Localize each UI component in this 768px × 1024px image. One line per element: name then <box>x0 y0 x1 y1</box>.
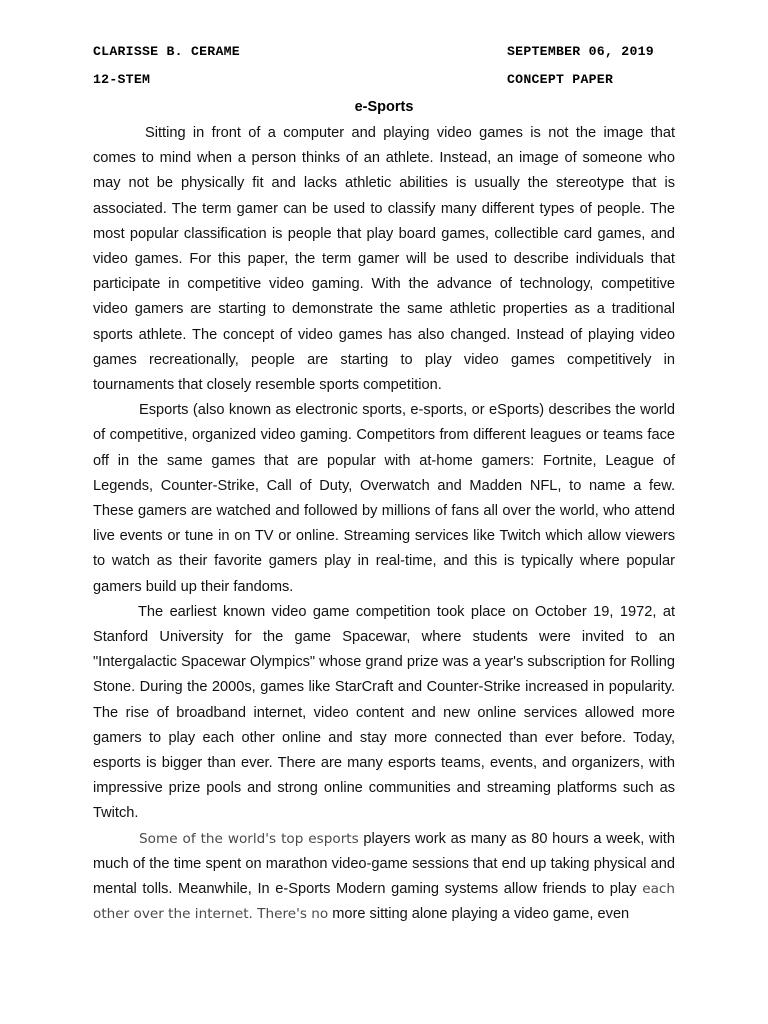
body-text <box>93 121 675 928</box>
paragraph-4-part-1: Some of the world's top esports <box>139 830 359 847</box>
paragraph-3: The earliest known video game competition took place on October 19, 1972, at Stanford University for the game Spacewar, where students were invited to an "Intergalactic Spacewar Olympics" whose grand prize was a year's subscription for Rolling Stone. During the 2000s, games like StarCraft and Counter-Strike increased in popularity. The rise of broadband internet, video content and new online services allowed more gamers to play each other online and stay more connected than ever before. Today, esports is bigger than ever. There are many esports teams, events, and organizers, with impressive prize pools and strong online communities and streaming platforms such as Twitch. <box>93 603 675 822</box>
document-page <box>93 0 675 1024</box>
paragraph-2: Esports (also known as electronic sports, e-sports, or eSports) describes the world of competitive, organized video gaming. Competitors from different leagues or teams face off in the same games that are popular with at-home gamers: Fortnite, League of Legends, Counter-Strike, Call of Duty, Overwatch and Madden NFL, to name a few. These gamers are watched and followed by millions of fans all over the world, who attend live events or tune in on TV or online. Streaming services like Twitch which allow viewers to watch as their favorite gamers play in real-time, and this is typically where popular gamers build up their fandoms. <box>93 402 675 595</box>
header-row-2 <box>93 70 675 90</box>
paragraph-4 <box>93 827 675 928</box>
paragraph-4-part-3: each other over the internet. There's no <box>93 881 675 923</box>
paragraph-4-part-4: more sitting alone playing a video game, even <box>328 906 630 923</box>
section-label: 12-STEM <box>93 72 151 87</box>
paragraph-4-part-2: players work as many as 80 hours a week, with much of the time spent on marathon video-game sessions that end up taking physical and mental tolls. Meanwhile, In e-Sports Modern gaming systems allow friends to play <box>93 830 675 898</box>
document-type: CONCEPT PAPER <box>507 72 614 87</box>
paragraph-1: Sitting in front of a computer and playing video games is not the image that comes to mind when a person thinks of an athlete. Instead, an image of someone who may not be physically fit and lacks athletic abilities is usually the stereotype that is associated. The term gamer can be used to classify many different types of people. The most popular classification is people that play board games, collectible card games, and video games. For this paper, the term gamer will be used to describe individuals that participate in competitive video gaming. With the advance of technology, competitive video gamers are starting to demonstrate the same athletic properties as a traditional sports athlete. The concept of video games has also changed. Instead of playing video games recreationally, people are starting to play video games competitively in tournaments that closely resemble sports competition. <box>93 125 675 394</box>
header-row-1 <box>93 42 675 62</box>
author-name: CLARISSE B. CERAME <box>93 44 240 59</box>
page-title: e-Sports <box>354 99 414 115</box>
document-date: SEPTEMBER 06, 2019 <box>507 44 654 59</box>
